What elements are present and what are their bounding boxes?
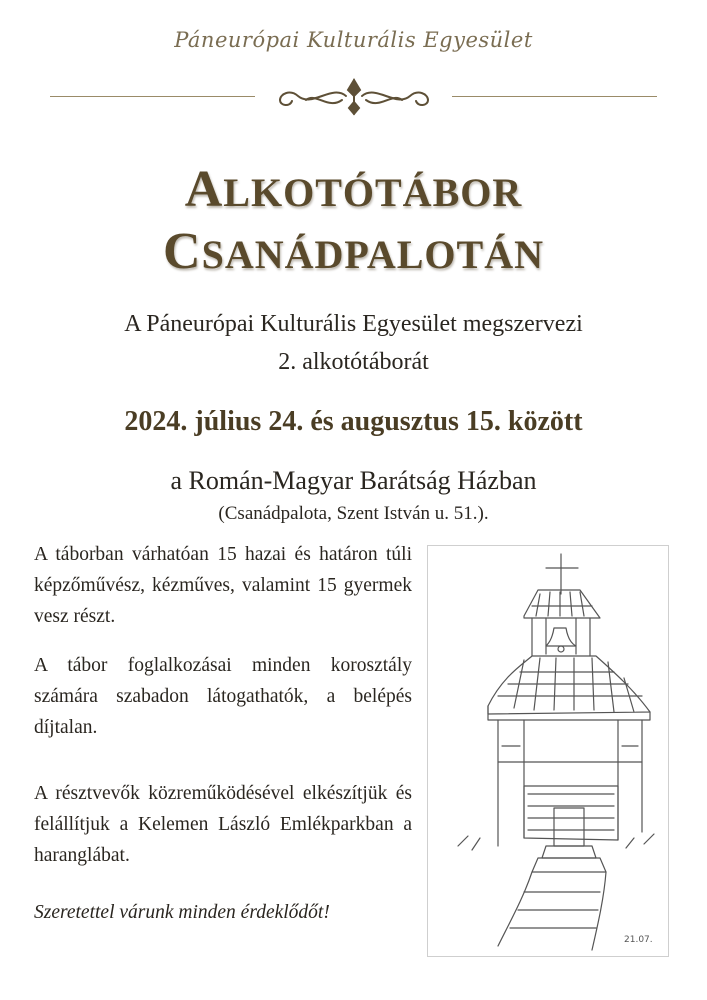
- ornament-icon: [272, 74, 436, 125]
- intro-line-1: A Páneurópai Kulturális Egyesület megszervezi: [124, 311, 583, 337]
- intro-line-2: 2. alkotótáborát: [278, 349, 429, 375]
- title-rest-2: SANÁDPALOTÁN: [201, 232, 544, 277]
- organization-name: Páneurópai Kulturális Egyesület: [174, 28, 533, 52]
- venue-name: a Román-Magyar Barátság Házban: [170, 466, 537, 495]
- paragraph-access: A tábor foglalkozásai minden korosztály számára szabadon látogathatók, a belépés díjtalan.: [34, 655, 412, 738]
- bell-tower-illustration: [427, 545, 669, 957]
- title-rest-1: LKOTÓTÁBOR: [223, 170, 523, 215]
- divider-left: [50, 96, 255, 97]
- venue-address: (Csanádpalota, Szent István u. 51.).: [218, 503, 489, 524]
- paragraph-belfry: A résztvevők közreműködésével elkészítjük és felállítjuk a Kelemen László Emlékparkban a haranglábat.: [34, 783, 412, 866]
- paragraph-participants: A táborban várhatóan 15 hazai és határon túli képzőművész, kézműves, valamint 15 gyermek vesz részt.: [34, 544, 412, 627]
- title-line-2: [0, 222, 707, 281]
- bell-tower-sketch-icon: [428, 546, 668, 956]
- sketch-signature: 21.07.: [624, 935, 653, 945]
- event-dates: 2024. július 24. és augusztus 15. között: [124, 406, 583, 437]
- title-initial-1: A: [184, 161, 224, 218]
- divider-right: [452, 96, 657, 97]
- closing-line: Szeretettel várunk minden érdeklődőt!: [34, 902, 330, 923]
- title-line-1: [0, 160, 707, 219]
- title-initial-2: C: [163, 223, 202, 280]
